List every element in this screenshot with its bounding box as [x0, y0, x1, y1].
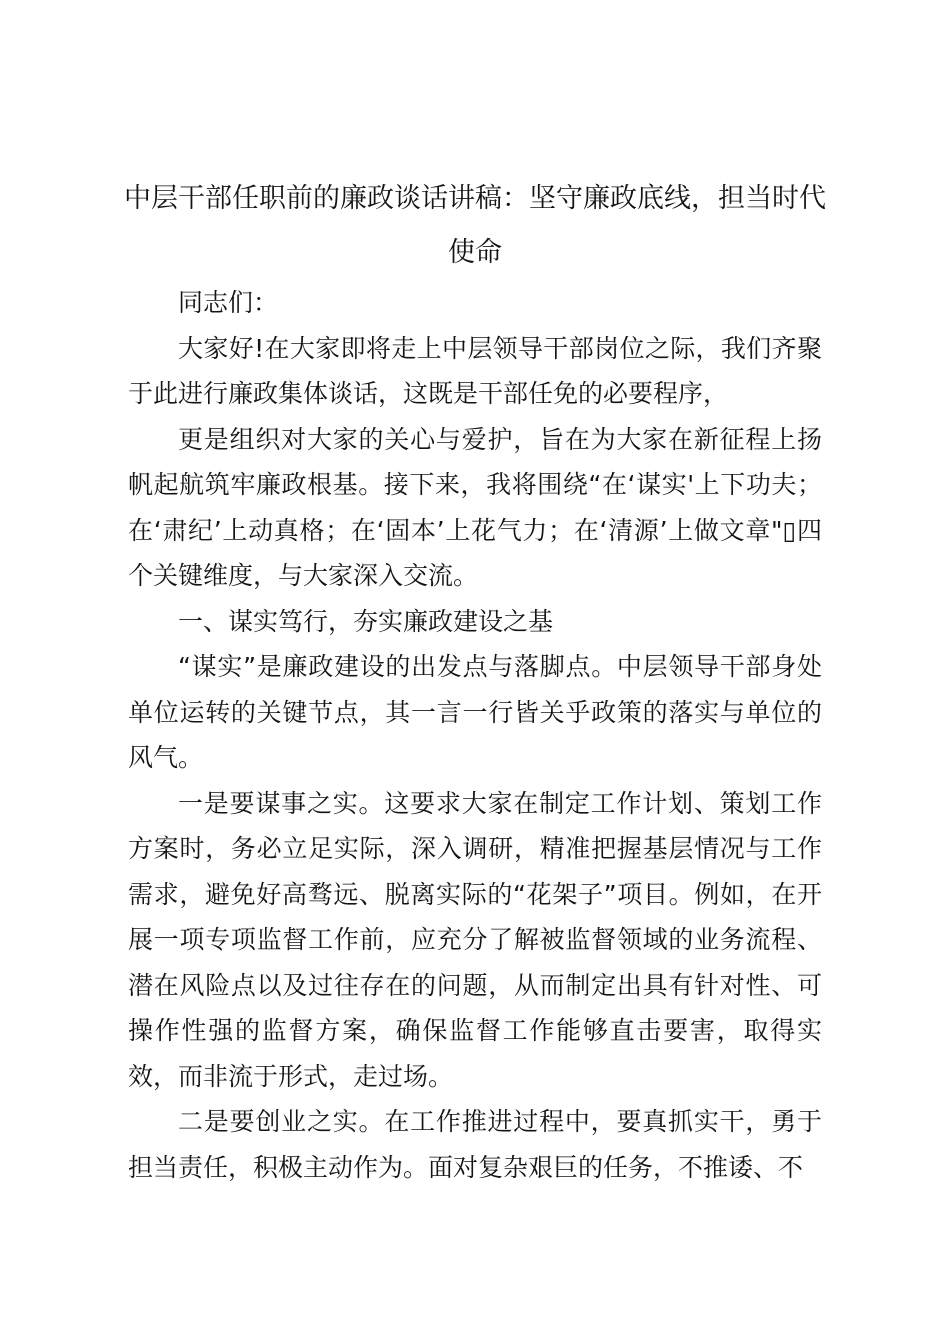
paragraph-moushi: “谋实”是廉政建设的出发点与落脚点。中层领导干部身处单位运转的关键节点，其一言一行皆关乎政策的落实与单位的风气。 — [128, 652, 822, 772]
document-body — [124, 172, 826, 1190]
paragraph-point-1: 一是要谋事之实。这要求大家在制定工作计划、策划工作方案时，务必立足实际，深入调研，精准把握基层情况与工作需求，避免好高骛远、脱离实际的“花架子”项目。例如，在开展一项专项监督工作前，应充分了解被监督领域的业务流程、潜在风险点以及过往存在的问题，从而制定出具有针对性、可操作性强的监督方案，确保监督工作能够直击要害，取得实效，而非流于形式，走过场。 — [128, 788, 822, 1091]
paragraph-intro: 更是组织对大家的关心与爱护，旨在为大家在新征程上扬帆起航筑牢廉政根基。接下来，我将围绕“在‘谋实'上下功夫；在‘肃纪’上动真格；在‘固本’上花气力；在‘清源’上做文章"▯四个关键维度，与大家深入交流。 — [128, 424, 822, 590]
paragraph-greeting: 大家好!在大家即将走上中层领导干部岗位之际，我们齐聚于此进行廉政集体谈话，这既是干部任免的必要程序， — [128, 333, 822, 408]
section-heading-1: 一、谋实笃行，夯实廉政建设之基 — [178, 606, 554, 636]
salutation: 同志们： — [178, 288, 279, 317]
document-title: 中层干部任职前的廉政谈话讲稿：坚守廉政底线，担当时代使命 — [124, 183, 826, 268]
paragraph-point-2: 二是要创业之实。在工作推进过程中，要真抓实干，勇于担当责任，积极主动作为。面对复杂艰巨的任务，不推诿、不 — [128, 1107, 822, 1182]
